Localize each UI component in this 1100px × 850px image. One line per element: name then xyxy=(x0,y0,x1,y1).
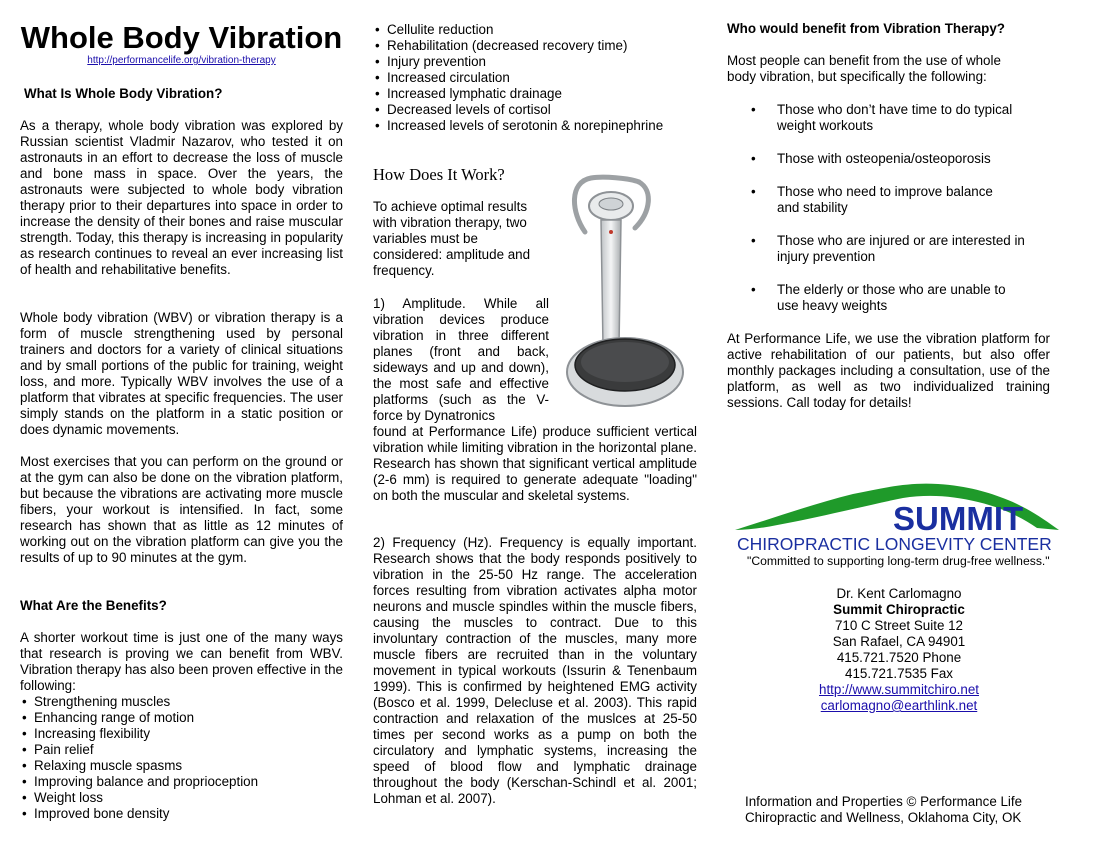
amplitude-wide: found at Performance Life) produce sufficient vertical vibration while limiting vibration in the horizontal plane. Research has shown that significant vertical amplitude (2-6 mm) is required to generate adequate "loading" on both the muscular and skeletal systems. xyxy=(373,424,697,503)
email-link[interactable]: carlomagno@earthlink.net xyxy=(820,698,978,713)
list-item: • Rehabilitation (decreased recovery time) xyxy=(373,38,663,54)
paragraph-wbv-definition: Whole body vibration (WBV) or vibration therapy is a form of muscle strengthening used by personal trainers and doctors for a variety of clinical situations and by small portions of the public for training, weight loss, and more. Typically WBV involves the use of a platform that vibrates at specific frequencies. The user simply stands on the platform in a static position or does dynamic movements. xyxy=(20,310,343,437)
list-item: • Strengthening muscles xyxy=(20,694,258,710)
amplitude-narrow: 1) Amplitude. While all vibration devices produce vibration in three different planes (front and back, sideways and up and down), the most safe and effective platforms (such as the V-force by Dynatronics xyxy=(373,296,549,423)
doctor-name: Dr. Kent Carlomagno xyxy=(836,586,962,601)
paragraph-frequency: 2) Frequency (Hz). Frequency is equally important. Research shows that the body responds positively to vibration in the 25-50 Hz range. The acceleration forces resulting from vibration activates alpha motor neurons and muscle spindles within the muscle fibers, causing the muscles to contract. Due to this involuntary contraction of the muscles, many more muscle fibers are recruited than in the voluntary movement in typical workouts (Issurin & Tenenbaum 1999). This is confirmed by heightened EMG activity (Bosco et al. 1999, Delecluse et al. 2003). This rapid contraction and relaxation of the muslces at 25-50 times per second works as a pump on both the circulatory and lymphatic systems, increasing the speed of blood flow and lymphatic drainage throughout the body (Kerschan-Schindl et al. 2001; Lohman et al. 2007). xyxy=(373,535,697,806)
list-item: • Increasing flexibility xyxy=(20,726,258,742)
list-item: • Those who don’t have time to do typical weight workouts xyxy=(727,102,1027,134)
list-item: • Improved bone density xyxy=(20,806,258,822)
paragraph-benefits-intro: A shorter workout time is just one of the many ways that research is proving we can benefit from WBV. Vibration therapy has also been proven effective in the following: xyxy=(20,630,343,693)
footer-line-1: Information and Properties © Performance Life xyxy=(745,794,1023,809)
heading-benefits: What Are the Benefits? xyxy=(20,598,167,613)
list-item: • Weight loss xyxy=(20,790,258,806)
paragraph-exercises: Most exercises that you can perform on the ground or at the gym can also be done on the vibration platform, but because the vibrations are activating more muscle fibers, your workout is intensified. In fact, some research has shown that as little as 12 minutes of working out on the vibration platform can give you the results of up to 90 minutes at the gym. xyxy=(20,454,343,565)
heading-what-is-wbv: What Is Whole Body Vibration? xyxy=(24,86,223,101)
page-title: Whole Body Vibration xyxy=(20,20,343,55)
paragraph-closing: At Performance Life, we use the vibration platform for active rehabilitation of our patients, but also offer monthly packages including a consultation, use of the platform, as well as two individualized training sessions. Call today for details! xyxy=(727,331,1050,410)
practice-name: Summit Chiropractic xyxy=(833,602,965,617)
paragraph-history: As a therapy, whole body vibration was explored by Russian scientist Vladmir Nazarov, who tested it on astronauts in an effort to decrease the loss of muscle and bone mass in space. Over the years, the astronauts were subjected to whole body vibration therapy prior to their departures into space in order to increase the density of their bones and raise muscular strength. Today, this therapy is increasing in popularity as research continues to reveal an ever increasing list of health and rehabilitative benefits. xyxy=(20,118,343,277)
logo-name: SUMMIT xyxy=(893,500,1024,537)
footer-line-2: Chiropractic and Wellness, Oklahoma City, OK xyxy=(745,810,1022,825)
list-item: • Those with osteopenia/osteoporosis xyxy=(727,151,1027,167)
phone-number: 415.721.7520 Phone xyxy=(836,650,962,665)
list-item: • The elderly or those who are unable to use heavy weights xyxy=(727,282,1017,314)
logo-tagline: "Committed to supporting long-term drug-free wellness." xyxy=(747,554,1050,568)
list-item: • Increased circulation xyxy=(373,70,663,86)
list-item: • Enhancing range of motion xyxy=(20,710,258,726)
website-link[interactable]: http://www.summitchiro.net xyxy=(819,682,979,697)
heading-how-it-works: How Does It Work? xyxy=(373,165,505,184)
contact-block xyxy=(799,586,999,714)
list-item: • Decreased levels of cortisol xyxy=(373,102,663,118)
heading-who-benefits: Who would benefit from Vibration Therapy? xyxy=(727,21,1005,36)
fax-number: 415.721.7535 Fax xyxy=(845,666,953,681)
list-item: • Increased levels of serotonin & norepinephrine xyxy=(373,118,663,134)
vibration-platform-image xyxy=(563,172,693,412)
list-item: • Those who need to improve balance and stability xyxy=(727,184,1007,216)
who-benefits-list xyxy=(727,102,1037,331)
list-item: • Improving balance and proprioception xyxy=(20,774,258,790)
list-item: • Relaxing muscle spasms xyxy=(20,758,258,774)
benefits-list-1 xyxy=(20,694,258,822)
footer-credit xyxy=(745,794,1022,826)
list-item: • Injury prevention xyxy=(373,54,663,70)
list-item: • Pain relief xyxy=(20,742,258,758)
source-link[interactable]: http://performancelife.org/vibration-therapy xyxy=(87,55,276,66)
logo-subtitle: CHIROPRACTIC LONGEVITY CENTER xyxy=(737,534,1052,554)
street-address: 710 C Street Suite 12 xyxy=(834,618,964,633)
list-item: • Increased lymphatic drainage xyxy=(373,86,663,102)
paragraph-who-intro: Most people can benefit from the use of whole body vibration, but specifically the following: xyxy=(727,53,1001,84)
list-item: • Cellulite reduction xyxy=(373,22,663,38)
paragraph-how-intro: To achieve optimal results with vibration therapy, two variables must be considered: amplitude and frequency. xyxy=(373,199,531,278)
summit-logo xyxy=(733,478,1063,568)
city-address: San Rafael, CA 94901 xyxy=(832,634,966,649)
list-item: • Those who are injured or are interested in injury prevention xyxy=(727,233,1037,265)
benefits-list-2 xyxy=(373,22,663,134)
